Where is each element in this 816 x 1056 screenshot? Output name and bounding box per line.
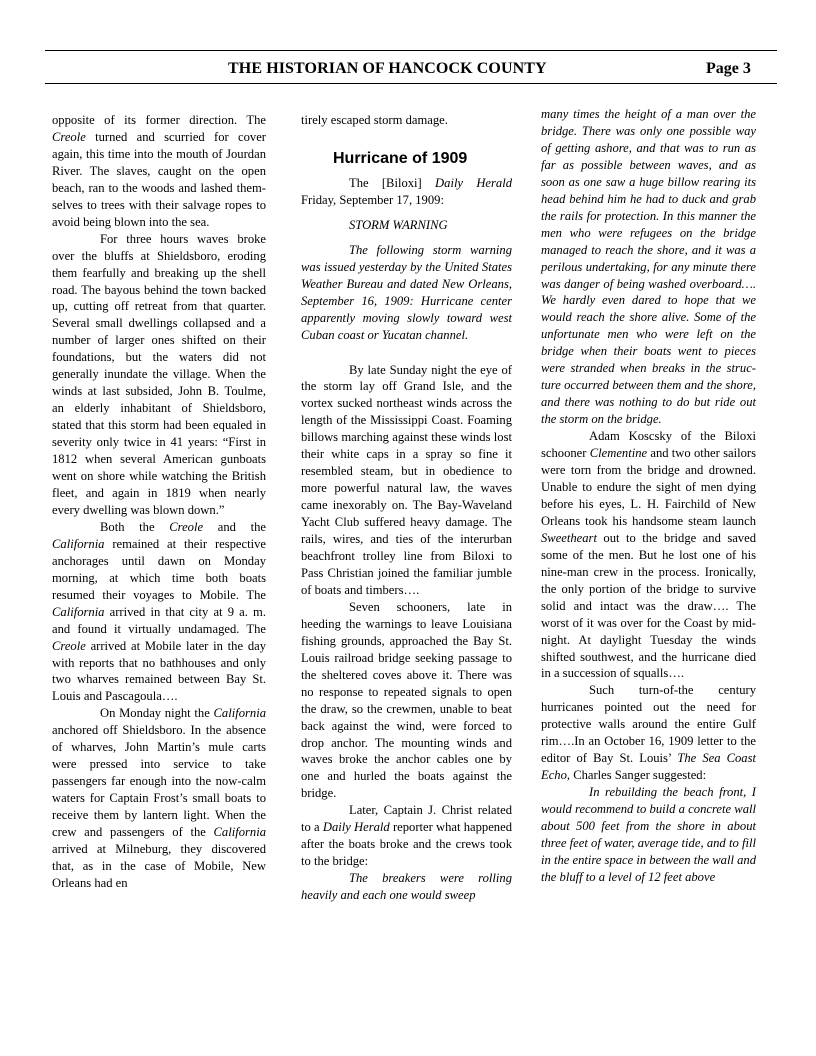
text-run: The [Biloxi] [349,175,436,190]
italic-text: California [52,536,105,551]
header-rule-top [45,50,777,51]
paragraph [52,519,266,705]
text-run: arrived at Milneburg, they discovered that, as in the case of Mobile, New Orleans had en [52,841,266,890]
text-run: Adam Koscsky of the Biloxi schooner [541,429,756,461]
text-run: On Monday night the [100,706,214,721]
text-run: Both the [100,519,170,534]
column-3 [541,106,756,886]
text-run: opposite of its former direction. The [52,113,266,127]
quote-paragraph [301,242,512,344]
italic-text: California [213,825,266,840]
quote-paragraph [541,106,756,428]
text-run: remained at their respective anchorages until dawn on Monday morning, at which time both boats resumed their voyages to Mobile. The [52,536,266,602]
paragraph [541,682,756,784]
italic-text: Daily Herald [435,175,512,190]
text-run: reporter what happened after the boats broke and the crews took to the bridge: [301,820,512,869]
italic-text: California [52,604,105,619]
page-number: Page 3 [706,60,751,77]
source-line [301,175,512,209]
text-run: Later, Captain J. Christ related to a [301,803,512,835]
paragraph [541,428,756,682]
column-1 [52,112,266,892]
italic-text: many times the height of a man over the bridge. There was only one possible way of getting ashore, and that was to run as far as possible between waves, and as soon as one saw a huge billow rearing its head behind him he had to duck and grab the rails for protection. In this manner the men who were refugees on the bridge managed to reach the shore, and it was a perilous undertaking, for any minute there was danger of being washed overboard…. We hardly even dared to hope that we would reach the shore alive. Some of the unfortunate men who were left on the bridge when their boats went to pieces were stranded when breaks in the structure occurred between them and the shore, and there was nothing to do but ride out the storm on the bridge. [541,107,756,427]
text-run: and two other sailors were torn from the bridge and drowned. Unable to endure the sight of men dying before his eyes, L. H. Fairchild of New Orleans took his handsome steam launch [541,446,756,528]
italic-text: The breakers were rolling heavily and each one would sweep [301,871,512,903]
text-run: By late Sunday night the eye of the storm lay off Grand Isle, and the vortex sucked northeast winds across the length of the Mississippi Coast. Foaming billows marching against these winds lost their white caps in a spray so fine it resembled steam, but in obedience to more powerful natural law, the waves came inexorably on. The Bay-Waveland Yacht Club suffered heavy damage. The rails, wires, and ties of the interurban beachfront trolley line from Biloxi to Pass Christian joined the familiar jumble of boats and timbers…. [301,362,512,597]
text-run: Friday, September 17, 1909: [301,192,444,207]
italic-text: The following storm warning was issued yesterday by the United States Weather Bureau and dated New Orleans, September 16, 1909: Hurricane center apparently moving slowly toward west Cuban coast or Yucatan channel. [301,242,512,342]
italic-text: Clementine [589,446,648,461]
italic-text: Creole [52,638,86,653]
newsletter-title: THE HISTORIAN OF HANCOCK COUNTY [228,60,547,77]
paragraph [52,231,266,519]
text-run: out to the bridge and saved some of the men. But he lost one of his nine-man crew in the process. Ironically, the only portion of the bridge to survive solid and intact was the draw…. The worst of it was over for the Coast by midnight. At daylight Tuesday the winds shifted southwest, and the hurricane died in a succession of squalls…. [541,530,756,681]
text-run: anchored off Shieldsboro. In the absence of wharves, John Martin’s mule carts were pressed into service to take passengers far enough into the now-calm waters for Captain Frost’s small boats to receive them by lantern light. When the crew and passengers of the [52,723,266,840]
warning-title [301,217,512,234]
quote-paragraph [301,870,512,904]
text-run: arrived at Mobile later in the day with reports that no bathhouses and only two wharves remained between Bay St. Louis and Pascagoula…. [52,638,266,704]
italic-text: Sweetheart [541,530,597,545]
text-run: Seven schooners, late in heeding the warnings to leave Louisiana fishing grounds, approached the Bay St. Louis railroad bridge seeking passage to the sheltered coves above it. There was no response to repeated signals to open the draw, so the crewmen, unable to beat back against the wind, were forced to drop anchor. The mounting winds and waves broke the anchor cables one by one and hurled the boats against the bridge. [301,599,512,801]
text-run: Such turn-of-the century hurricanes pointed out the need for protective walls around the entire Gulf rim….In an October 16, 1909 letter to the editor of Bay St. Louis’ [541,683,756,766]
text-run: tirely escaped storm damage. [301,113,448,127]
text-run: and the [203,519,266,534]
header-rule-bottom [45,83,777,84]
italic-text: California [213,706,266,721]
paragraph [52,705,266,891]
quote-paragraph [541,784,756,886]
italic-text: STORM WARNING [349,217,448,232]
paragraph [301,599,512,802]
italic-text: In rebuilding the beach front, I would recommend to build a concrete wall about 500 feet from the shore in about three feet of water, average tide, and to fill in the entire space in between the wall and the bluff to a level of 12 feet above [541,785,756,884]
column-2 [301,112,512,904]
paragraph [52,112,266,231]
text-run: For three hours waves broke over the bluffs at Shieldsboro, eroding them fearfully and breaking up the shell road. The bayous behind the town backed up, cutting off retreat from that quarter. Several small dwellings collapsed and a number of larger ones shifted on their foundations, but the waters did not generally inundate the village. When the winds at last subsided, John B. Toulme, an elderly inhabitant of Shieldsboro, stated that this storm had been equaled in severity only twice in 41 years: “First in 1812 when several American gunboats went on shore while watching the British fleet, and again in 1819 when nearly every dwelling was blown down.” [52,231,266,517]
italic-text: The Sea Coast Echo [541,751,757,783]
paragraph [301,802,512,870]
italic-text: Creole [52,129,86,144]
text-run: arrived in that city at 9 a. m. and found it virtually undamaged. The [52,604,266,636]
section-heading: Hurricane of 1909 [333,149,468,167]
italic-text: Daily Herald [322,820,390,835]
text-run: , Charles Sanger suggested: [566,768,707,783]
paragraph [301,362,512,599]
italic-text: Creole [169,519,204,534]
paragraph [301,112,512,129]
text-run: turned and scurried for cover again, this time into the mouth of Jourdan River. The slaves, caught on the open beach, ran to the woods and lashed themselves to trees with their salvage ropes to avoid being blown into the sea. [52,129,266,229]
